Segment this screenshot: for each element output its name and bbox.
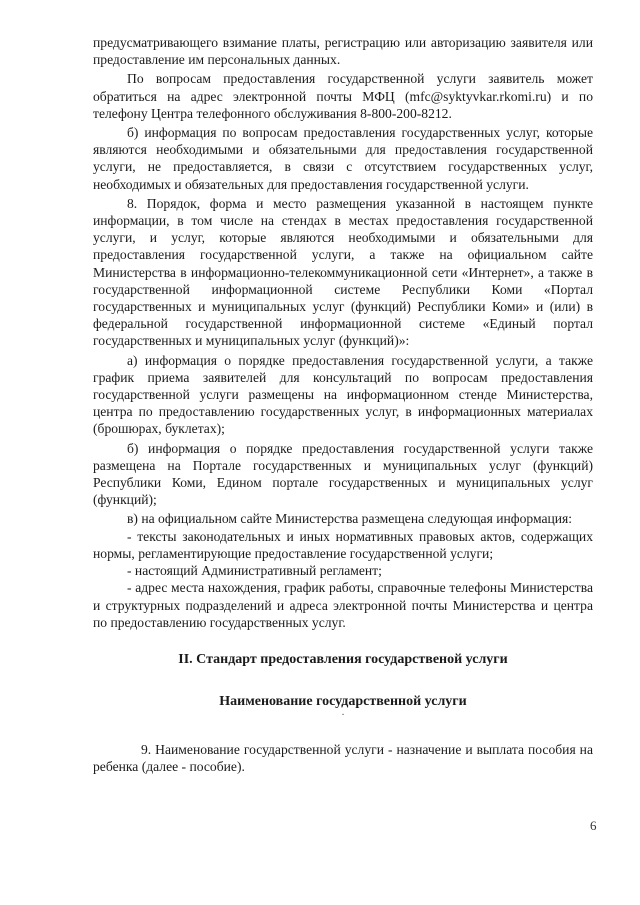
paragraph-item-b-portal: б) информация о порядке предоставления государственной услуги также размещена на Портале государственных и муниципальных услуг (функций) Республики Коми, Едином портале государственных и муниципальных услуг (функций); bbox=[93, 440, 593, 508]
document-page bbox=[93, 34, 593, 775]
paragraph-mfc-contact: По вопросам предоставления государственной услуги заявитель может обратиться на адрес электронной почты МФЦ (mfc@syktyvkar.rkomi.ru) и по телефону Центра телефонного обслуживания 8-800-200-8212. bbox=[93, 71, 593, 121]
paragraph-item-v-website: в) на официальном сайте Министерства размещена следующая информация: bbox=[127, 511, 573, 527]
list-item-legal-texts: - тексты законодательных и иных нормативных правовых актов, содержащих нормы, регламентирующие предоставление государственной услуги; bbox=[93, 528, 593, 561]
stray-dot-mark: · bbox=[341, 709, 345, 721]
list-item-regulation: - настоящий Административный регламент; bbox=[127, 563, 382, 579]
page-number: 6 bbox=[590, 818, 597, 833]
list-item-address: - адрес места нахождения, график работы, справочные телефоны Министерства и структурных подразделений и адреса электронной почты Министерства и центра по предоставлению государственных услуг. bbox=[93, 580, 593, 630]
paragraph-8-order: 8. Порядок, форма и место размещения указанной в настоящем пункте информации, в том числе на стендах в местах предоставления государственной услуги, и услуг, которые являются необходимыми и обязательными для предоставления государственной услуги, а также на официальном сайте Министерства в информационно-телекоммуникационной сети «Интернет», а также в государственной информационной системе Республики Коми «Портал государственных и муниципальных услуг (функций) Республики Коми» и (или) в федеральной государственной информационной системе «Единый портал государственных и муниципальных услуг (функций)»: bbox=[93, 195, 593, 349]
subsection-heading: Наименование государственной услуги bbox=[219, 693, 467, 709]
paragraph-9-service-name: 9. Наименование государственной услуги - назначение и выплата пособия на ребенка (далее - пособие). bbox=[93, 741, 593, 775]
paragraph-item-b-services: б) информация по вопросам предоставления государственных услуг, которые являются необходимыми и обязательными для предоставления государственной услуги, не предоставляется, в связи с отсутствием государственных услуг, необходимых и обязательных для предоставления государственной услуги. bbox=[93, 125, 593, 192]
section-heading: II. Стандарт предоставления государственой услуги bbox=[178, 651, 508, 667]
paragraph-item-a-stand: а) информация о порядке предоставления государственной услуги, а также график приема заявителей для консультаций по вопросам предоставления государственной услуги размещены на информационном стенде Министерства, центра по предоставлению государственных услуг, в информационных материалах (брошюрах, буклетах); bbox=[93, 352, 593, 437]
paragraph-continuation: предусматривающего взимание платы, регистрацию или авторизацию заявителя или предоставление им персональных данных. bbox=[93, 35, 593, 68]
